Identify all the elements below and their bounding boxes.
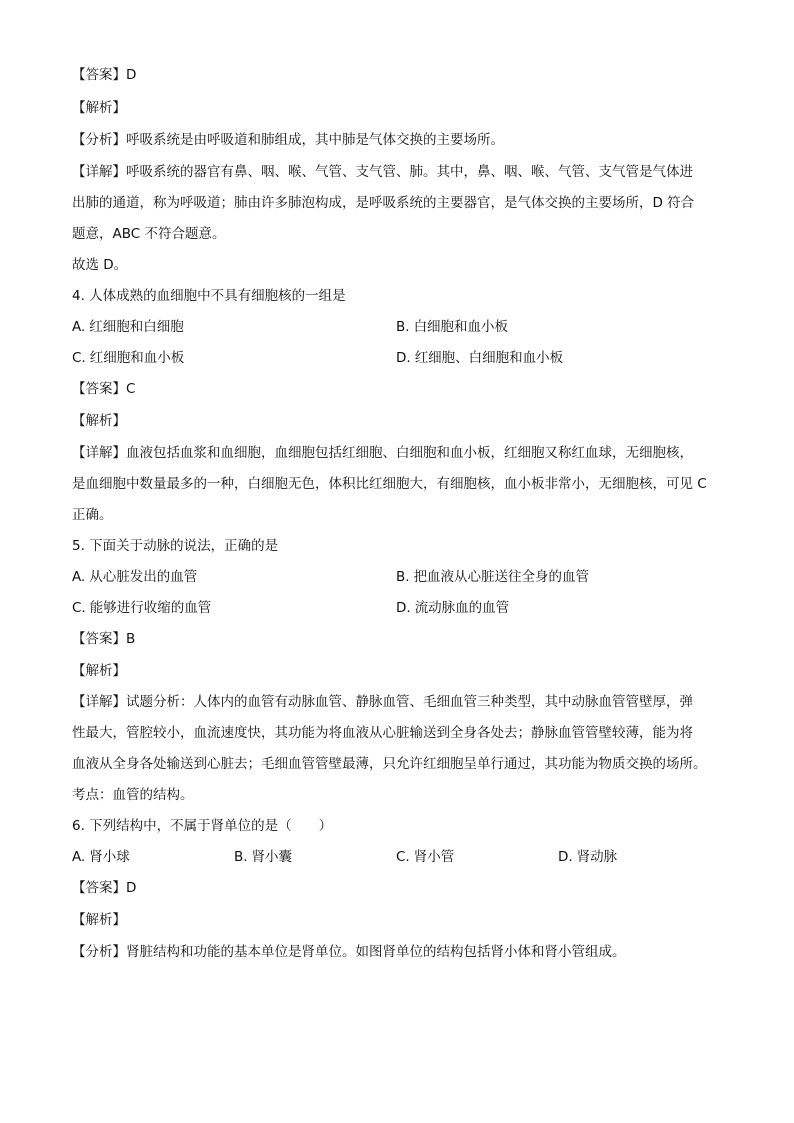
option-letter: B.: [396, 319, 410, 335]
q4-option-d: [396, 348, 563, 368]
option-letter: A.: [72, 849, 86, 865]
q4-option-c: [72, 348, 184, 368]
q6-fenxi-line: [72, 942, 626, 962]
answer-value: D: [126, 67, 137, 83]
answer-tag: 【答案】: [72, 67, 126, 83]
option-text: 红细胞和血小板: [89, 350, 185, 366]
q5-kaodian: 考点：血管的结构。: [72, 787, 194, 803]
detail-text: 血液包括血浆和血细胞，血细胞包括红细胞、白细胞和血小板，红细胞又称红血球，无细胞核，: [126, 445, 693, 461]
q5-detail-line-3: 血液从全身各处输送到心脏去；毛细血管管壁最薄，只允许红细胞呈单行通过，其功能为物质交换的场所。: [72, 756, 707, 772]
q5-answer-line: [72, 629, 135, 649]
q6-option-c: [396, 847, 454, 867]
option-text: 红细胞和白细胞: [89, 319, 184, 335]
option-letter: B.: [396, 569, 410, 585]
q3-detail-line-3: 题意，ABC 不符合题意。: [72, 226, 226, 242]
q3-conclusion: 故选 D。: [72, 257, 128, 273]
q5-option-d: [396, 598, 509, 618]
q4-answer-line: [72, 379, 135, 399]
detail-tag: 【详解】: [72, 164, 126, 180]
detail-tag: 【详解】: [72, 445, 126, 461]
q5-option-a: [72, 567, 197, 587]
q5-detail-line-2: 性最大，管腔较小，血流速度快，其功能为将血液从心脏输送到全身各处去；静脉血管管壁较薄，能为将: [72, 725, 693, 741]
option-letter: D.: [396, 600, 411, 616]
detail-text: 试题分析：人体内的血管有动脉血管、静脉血管、毛细血管三种类型，其中动脉血管管壁厚，弹: [126, 694, 693, 710]
q4-option-a: [72, 317, 184, 337]
answer-value: D: [126, 880, 137, 896]
fenxi-tag: 【分析】: [72, 132, 126, 148]
q5-analysis-tag: 【解析】: [72, 663, 126, 679]
option-text: 肾小囊: [251, 849, 293, 865]
answer-value: B: [126, 631, 136, 647]
option-letter: D.: [396, 350, 411, 366]
option-letter: A.: [72, 319, 86, 335]
option-letter: C.: [72, 350, 86, 366]
option-text: 能够进行收缩的血管: [89, 600, 212, 616]
q3-detail-line-2: 出肺的通道，称为呼吸道；肺由许多肺泡构成，是呼吸系统的主要器官，是气体交换的主要场所，D 符合: [72, 195, 695, 211]
option-letter: B.: [234, 849, 248, 865]
q6-option-d: [558, 847, 617, 867]
fenxi-tag: 【分析】: [72, 944, 126, 960]
option-letter: C.: [72, 600, 86, 616]
q3-detail-line-1: [72, 162, 693, 182]
answer-tag: 【答案】: [72, 631, 126, 647]
option-letter: D.: [558, 849, 573, 865]
q4-detail-line-1: [72, 443, 693, 463]
q3-analysis-tag: 【解析】: [72, 100, 126, 116]
answer-tag: 【答案】: [72, 381, 126, 397]
q5-option-b: [396, 567, 589, 587]
option-text: 肾动脉: [576, 849, 618, 865]
detail-text: 呼吸系统的器官有鼻、咽、喉、气管、支气管、肺。其中，鼻、咽、喉、气管、支气管是气体进: [126, 164, 693, 180]
option-letter: C.: [396, 849, 410, 865]
q5-stem: 5. 下面关于动脉的说法，正确的是: [72, 538, 279, 554]
fenxi-text: 肾脏结构和功能的基本单位是肾单位。如图肾单位的结构包括肾小体和肾小管组成。: [126, 944, 626, 960]
q6-answer-line: [72, 878, 136, 898]
option-text: 白细胞和血小板: [413, 319, 509, 335]
answer-tag: 【答案】: [72, 880, 126, 896]
answer-value: C: [126, 381, 136, 397]
option-letter: A.: [72, 569, 86, 585]
option-text: 红细胞、白细胞和血小板: [414, 350, 564, 366]
option-text: 肾小球: [89, 849, 130, 865]
q6-option-a: [72, 847, 130, 867]
q3-answer-line: [72, 65, 136, 85]
q5-detail-line-1: [72, 692, 693, 712]
q5-option-c: [72, 598, 211, 618]
q6-stem: 6. 下列结构中，不属于肾单位的是（ ）: [72, 818, 333, 834]
q4-option-b: [396, 317, 508, 337]
option-text: 把血液从心脏送往全身的血管: [413, 569, 590, 585]
q3-fenxi-line: [72, 130, 504, 150]
q4-analysis-tag: 【解析】: [72, 413, 126, 429]
detail-tag: 【详解】: [72, 694, 126, 710]
q6-option-b: [234, 847, 292, 867]
q6-analysis-tag: 【解析】: [72, 912, 126, 928]
fenxi-text: 呼吸系统是由呼吸道和肺组成，其中肺是气体交换的主要场所。: [126, 132, 504, 148]
q4-detail-line-3: 正确。: [72, 507, 113, 523]
q4-detail-line-2: 是血细胞中数量最多的一种，白细胞无色，体积比红细胞大，有细胞核，血小板非常小，无细胞核，可见 C: [72, 476, 707, 492]
option-text: 从心脏发出的血管: [89, 569, 198, 585]
option-text: 流动脉血的血管: [414, 600, 510, 616]
q4-stem: 4. 人体成熟的血细胞中不具有细胞核的一组是: [72, 288, 346, 304]
option-text: 肾小管: [413, 849, 455, 865]
